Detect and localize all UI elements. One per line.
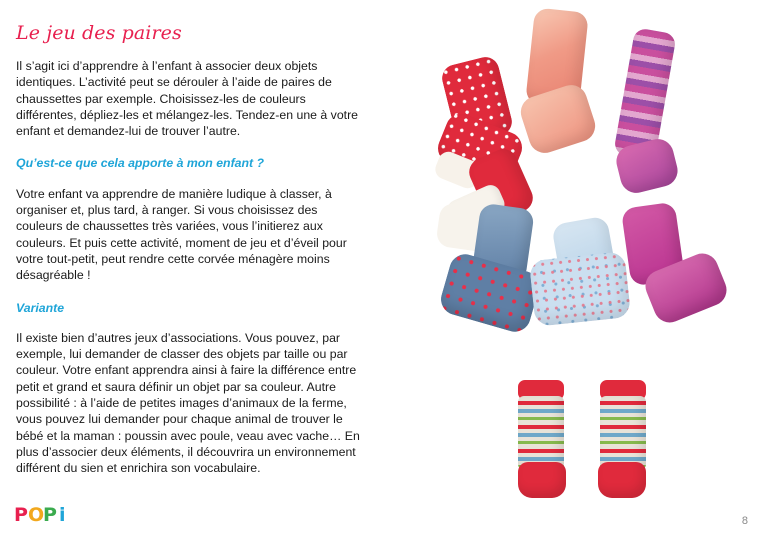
logo-letter-p2: P	[43, 504, 57, 526]
intro-paragraph: Il s’agit ici d’apprendre à l’enfant à associer deux objets identiques. L’activité peut se dérouler à l’aide de paires de chaussettes par exemple. Choisissez-les de couleurs différentes, dépliez-les et mélangez-les. Tendez-en une à votre enfant et demandez-lui de trouver l’autre.	[16, 59, 359, 139]
popi-logo	[14, 503, 72, 529]
sock-striped-pair-right	[588, 380, 658, 508]
logo-letter-i: i	[59, 504, 66, 526]
article-text-column	[16, 22, 366, 493]
sock-magenta	[620, 205, 730, 335]
socks-photograph	[380, 10, 755, 515]
section-heading-variant: Variante	[16, 300, 65, 315]
section-heading-benefits: Qu’est-ce que cela apporte à mon enfant ?	[16, 156, 265, 171]
section-body-benefits: Votre enfant va apprendre de manière ludique à classer, à organiser et, plus tard, à ranger. Si vous choisissez des couleurs de chaussettes très variées, vous l’initierez aux couleurs. Et puis cette activité, moment de jeu et d’éveil pour votre tout-petit, peut rendre cette corvée ménagère moins désagréable !	[16, 186, 347, 283]
logo-letter-o: O	[28, 504, 45, 526]
page-number: 8	[741, 515, 748, 527]
sock-striped-pair-left	[506, 380, 576, 508]
sock-lilac-striped	[612, 30, 682, 210]
page-title: Le jeu des paires	[16, 22, 182, 44]
logo-letter-p1: P	[14, 504, 28, 526]
section-body-variant: Il existe bien d’autres jeux d’associations. Vous pouvez, par exemple, lui demander de classer des objets par taille ou par couleur. Votre enfant apprendra ainsi à faire la différence entre petit et grand et saura définir un objet par sa couleur. Autre possibilité : à l’aide de petites images d’animaux de la ferme, vous pouvez lui demander pour chaque animal de trouver le bébé et la maman : poussin avec poule, veau avec vache… En plus d’associer deux éléments, il découvrira un environnement différent du sien et enrichira son vocabulaire.	[16, 330, 360, 476]
